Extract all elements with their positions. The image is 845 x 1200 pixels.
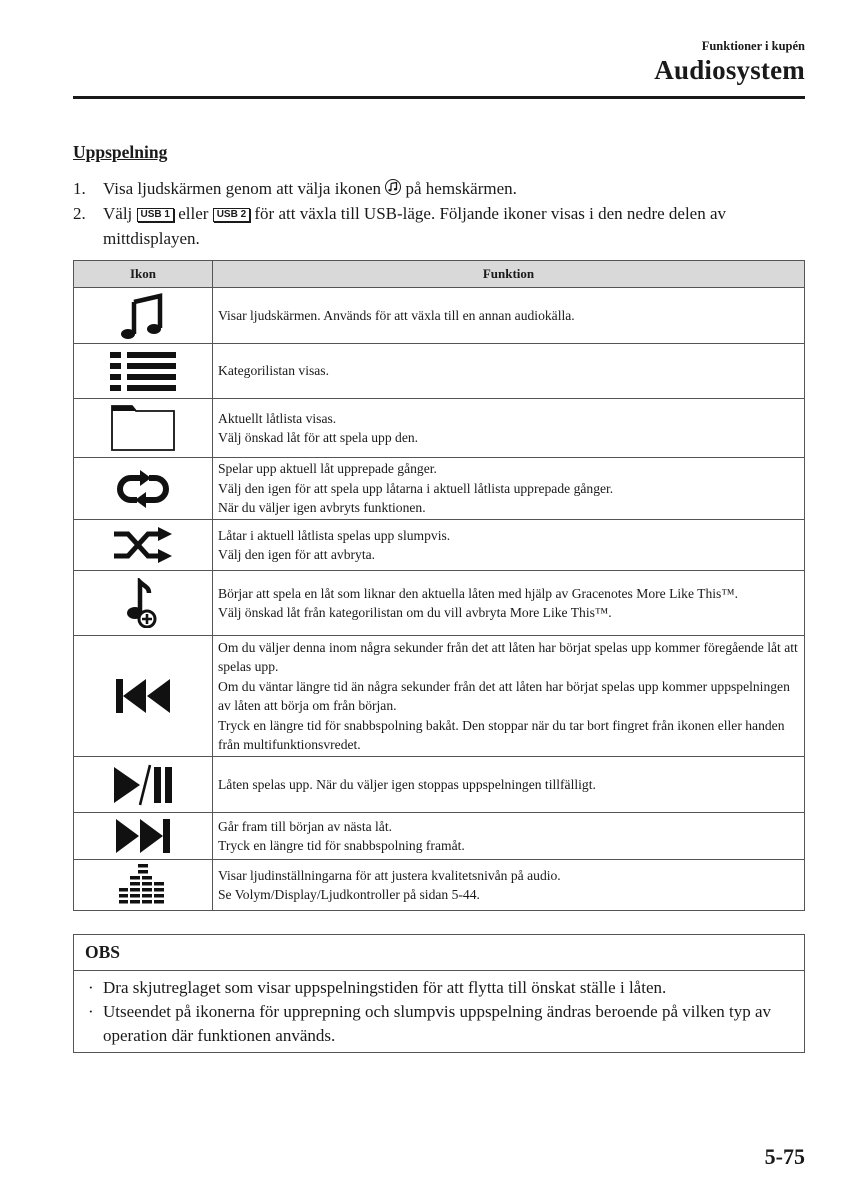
function-cell [213,757,805,813]
function-cell [213,288,805,344]
bullet: · [88,978,94,997]
step-text: Visa ljudskärmen genom att välja ikonen [103,179,381,198]
play-pause-icon [112,764,174,806]
step-text: eller [178,204,209,223]
column-header-icon: Ikon [74,261,213,288]
function-cell [213,571,805,636]
previous-track-icon [114,677,172,715]
music-note-icon [120,292,166,340]
obs-item-text: Dra skjutreglaget som visar uppspelningstiden för att flytta till önskat ställe i låten. [103,978,667,997]
function-line: Låten spelas upp. När du väljer igen stoppas uppspelningen tillfälligt. [218,776,596,792]
function-line: Går fram till början av nästa låt. [218,818,393,834]
step-text: för att växla till USB-läge. Följande ikoner visas i den nedre delen av mittdisplayen. [103,204,727,248]
obs-item-text: Utseendet på ikonerna för upprepning och slumpvis uppspelning ändras beroende på vilken typ av operation där funktionen används. [103,1002,772,1045]
page-number: 5-75 [764,1144,805,1169]
step-item [73,201,813,251]
function-line: Visar ljudinställningarna för att justera kvalitetsnivån på audio. [218,867,561,883]
section-header: Funktioner i kupén [701,39,805,53]
function-line: Aktuellt låtlista visas. [218,410,337,426]
header-rule [73,96,805,99]
equalizer-icon [118,863,168,907]
function-line: Visar ljudskärmen. Används för att växla till en annan audiokälla. [218,307,575,323]
function-cell [213,813,805,860]
bullet: · [88,1002,94,1021]
function-cell [213,458,805,520]
function-line: Tryck en längre tid för snabbspolning framåt. [218,838,465,853]
usb1-key: USB 1 [137,208,174,222]
obs-item [88,1000,794,1048]
function-line: Välj önskad låt för att spela upp den. [218,430,419,445]
column-header-function: Funktion [213,261,805,288]
function-line: När du väljer igen avbryts funktionen. [218,500,426,516]
icon-cell [74,757,213,813]
page-title: Audiosystem [654,55,805,85]
category-list-icon [108,350,178,392]
function-line: Låtar i aktuell låtlista spelas upp slumpvis. [218,527,451,543]
icon-cell [74,399,213,458]
step-number: 1. [73,179,86,198]
table-row [74,399,805,458]
function-line: Spelar upp aktuell låt upprepade gånger. [218,461,437,477]
function-line: Se Volym/Display/Ljudkontroller på sidan 5-44. [218,887,480,902]
function-cell [213,636,805,757]
step-text: på hemskärmen. [405,179,517,198]
repeat-icon [113,469,173,509]
table-header-row [74,261,805,288]
function-cell [213,520,805,571]
icon-cell [74,288,213,344]
obs-list [74,971,804,1048]
table-row [74,344,805,399]
table-row [74,520,805,571]
icon-cell [74,458,213,520]
function-line: Välj den igen för att spela upp låtarna i aktuell låtlista upprepade gånger. [218,480,614,496]
function-line: Tryck en längre tid för snabbspolning bakåt. Den stoppar när du tar bort fingret från ikonen eller handen från multifunktionsvredet. [218,717,785,752]
obs-title: OBS [74,935,804,971]
step-text: Välj [103,204,133,223]
icon-cell [74,636,213,757]
table-row [74,458,805,520]
table-row [74,757,805,813]
usb2-key: USB 2 [213,208,250,222]
function-line: Om du väljer denna inom några sekunder från det att låten har börjat spelas upp kommer föregående låt att spelas upp. [218,639,798,674]
step-list [73,176,813,251]
function-cell [213,344,805,399]
table-row [74,571,805,636]
icon-cell [74,813,213,860]
icon-cell [74,860,213,911]
step-number: 2. [73,204,86,223]
table-row [74,636,805,757]
shuffle-icon [112,526,174,564]
function-cell [213,399,805,458]
step-item [73,176,813,201]
function-line: Om du väntar längre tid än några sekunder från det att låten har börjat spelas upp kommer uppspelningen av låten att börja om från början. [218,678,790,713]
icon-cell [74,520,213,571]
icon-cell [74,344,213,399]
more-like-this-icon [125,578,161,628]
music-note-icon [385,179,401,195]
function-table [73,260,805,911]
table-row [74,813,805,860]
section-heading: Uppspelning [73,142,168,162]
function-line: Välj önskad låt från kategorilistan om du vill avbryta More Like This™. [218,605,612,620]
folder-icon [110,404,176,452]
function-line: Välj den igen för att avbryta. [218,547,376,562]
obs-note-box [73,934,805,1053]
function-cell [213,860,805,911]
table-row [74,288,805,344]
function-line: Kategorilistan visas. [218,363,329,379]
next-track-icon [114,817,172,855]
function-line: Börjar att spela en låt som liknar den aktuella låten med hjälp av Gracenotes More Like This™. [218,585,739,601]
table-row [74,860,805,911]
icon-cell [74,571,213,636]
obs-item [88,976,794,1000]
